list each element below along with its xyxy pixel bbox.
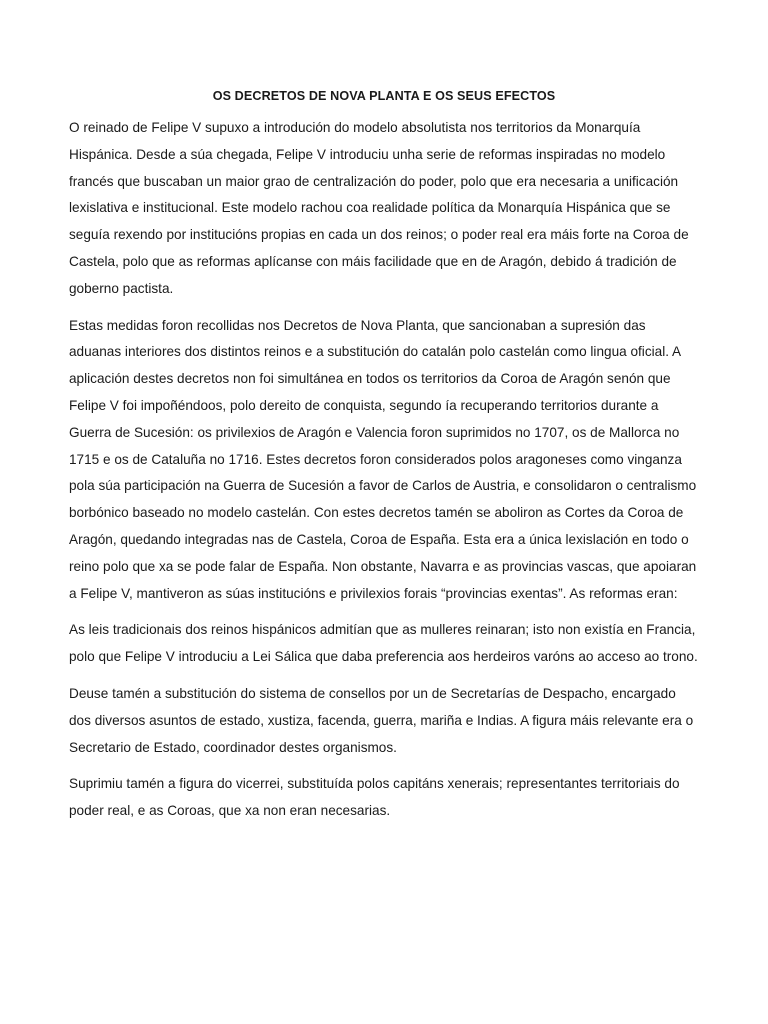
paragraph-salic-law: As leis tradicionais dos reinos hispánicos admitían que as mulleres reinaran; isto non existía en Francia, polo que Felipe V introduciu a Lei Sálica que daba preferencia aos herdeiros varóns ao acceso ao trono. — [69, 622, 698, 665]
paragraph-viceroy: Suprimiu tamén a figura do vicerrei, substituída polos capitáns xenerais; representantes territoriais do poder real, e as Coroas, que xa non eran necesarias. — [69, 776, 680, 819]
paragraph-intro: O reinado de Felipe V supuxo a introdución do modelo absolutista nos territorios da Monarquía Hispánica. Desde a súa chegada, Felipe V introduciu unha serie de reformas inspiradas no modelo francés que buscaban un maior grao de centralización do poder, polo que era necesaria a unificación lexislativa e institucional. Este modelo rachou coa realidade política da Monarquía Hispánica que se seguía rexendo por institucións propias en cada un dos reinos; o poder real era máis forte na Coroa de Castela, polo que as reformas aplícanse con máis facilidade que en de Aragón, debido á tradición de goberno pactista. — [69, 120, 689, 296]
paragraph-decrees: Estas medidas foron recollidas nos Decretos de Nova Planta, que sancionaban a supresión das aduanas interiores dos distintos reinos e a substitución do catalán polo castelán como lingua oficial. A aplicación destes decretos non foi simultánea en todos os territorios da Coroa de Aragón senón que Felipe V foi impoñéndoos, polo dereito de conquista, segundo ía recuperando territorios durante a Guerra de Sucesión: os privilexios de Aragón e Valencia foron suprimidos no 1707, os de Mallorca no 1715 e os de Cataluña no 1716. Estes decretos foron considerados polos aragoneses como vinganza pola súa participación na Guerra de Sucesión a favor de Carlos de Austria, e consolidaron o centralismo borbónico baseado no modelo castelán. Con estes decretos tamén se aboliron as Cortes da Coroa de Aragón, quedando integradas nas de Castela, Coroa de España. Esta era a única lexislación en todo o reino polo que xa se pode falar de España. Non obstante, Navarra e as provincias vascas, que apoiaran a Felipe V, mantiveron as súas institucións e privilexios forais “provincias exentas”. As reformas eran: — [69, 317, 697, 601]
document-title: OS DECRETOS DE NOVA PLANTA E OS SEUS EFECTOS — [212, 89, 556, 103]
paragraph-secretaries: Deuse tamén a substitución do sistema de consellos por un de Secretarías de Despacho, encargado dos diversos asuntos de estado, xustiza, facenda, guerra, mariña e Indias. A figura máis relevante era o Secretario de Estado, coordinador destes organismos. — [69, 685, 694, 755]
document-body — [69, 86, 699, 835]
